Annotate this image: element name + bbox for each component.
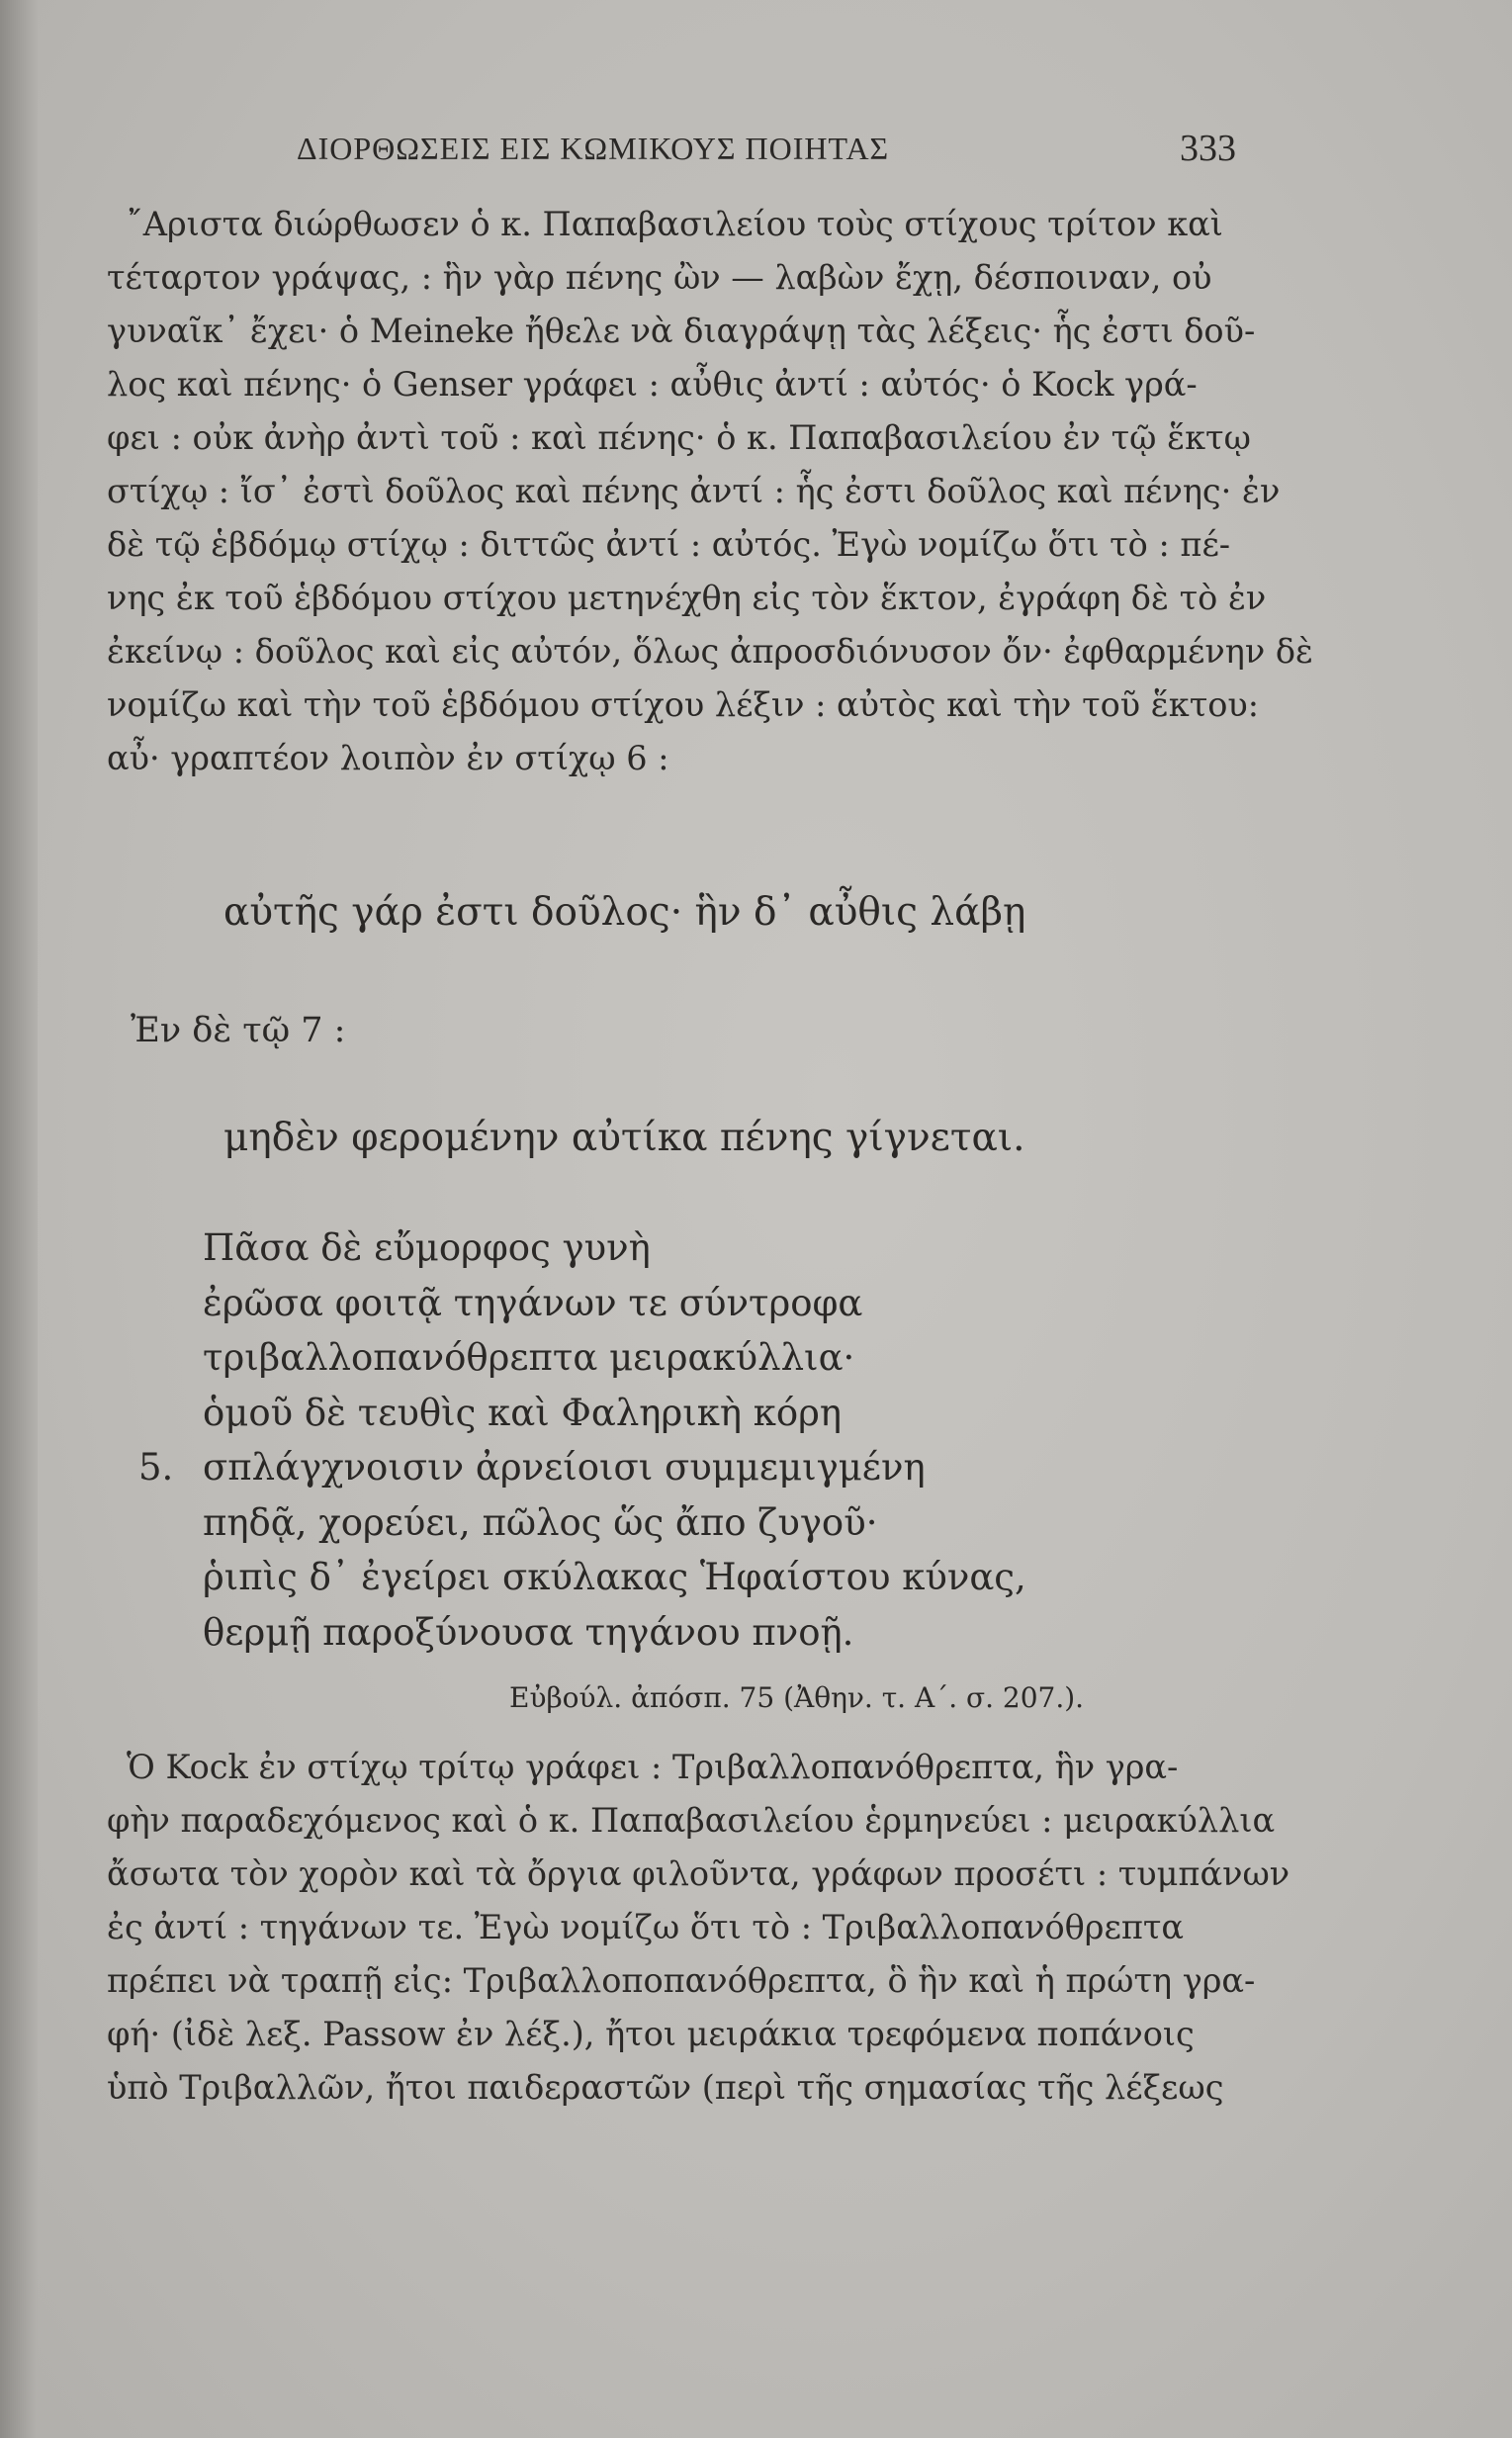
quote-line-text: θερμῇ παροξύνουσα τηγάνου πνοῇ. [203,1610,854,1654]
paragraph-2 [107,1741,1290,2115]
quote-source-citation: Εὐβούλ. ἀπόσπ. 75 (Ἀθην. τ. Α΄. σ. 207.). [509,1681,1085,1714]
text-line: Ὁ Kock ἐν στίχῳ τρίτῳ γράφει : Τριβαλλοπανόθρεπτα, ἣν γρα- [127,1748,1179,1786]
text-line: νης ἐκ τοῦ ἑβδόμου στίχου μετηνέχθη εἰς τὸν ἕκτον, ἐγράφη δὲ τὸ ἐν [107,579,1267,617]
text-line: ἄσωτα τὸν χορὸν καὶ τὰ ὄργια φιλοῦντα, γράφων προσέτι : τυμπάνων [107,1854,1290,1893]
quote-line-text: ὁμοῦ δὲ τευθὶς καὶ Φαληρικὴ κόρη [203,1391,843,1434]
text-line: ῎Αριστα διώρθωσεν ὁ κ. Παπαβασιλείου τοὺς στίχους τρίτον καὶ [127,205,1223,243]
text-line: φει : οὐκ ἀνὴρ ἀντὶ τοῦ : καὶ πένης· ὁ κ. Παπαβασιλείου ἐν τῷ ἕκτῳ [107,418,1251,457]
text-line: στίχῳ : ἴσ᾽ ἐστὶ δοῦλος καὶ πένης ἀντί : ἧς ἐστι δοῦλος καὶ πένης· ἐν [107,472,1281,510]
text-line: νομίζω καὶ τὴν τοῦ ἑβδόμου στίχου λέξιν : αὐτὸς καὶ τὴν τοῦ ἕκτου: [107,685,1260,724]
paragraph-1 [107,198,1313,785]
text-line: αὖ· γραπτέον λοιπὸν ἐν στίχῳ 6 : [107,739,669,777]
text-line: τέταρτον γράψας, : ἣν γὰρ πένης ὢν — λαβὼν ἔχῃ, δέσποιναν, οὐ [107,258,1212,297]
text-line: ἐκείνῳ : δοῦλος καὶ εἰς αὐτόν, ὅλως ἀπροσδιόνυσον ὄν· ἐφθαρμένην δὲ [107,632,1314,671]
text-line: φή· (ἰδὲ λεξ. Passow ἐν λέξ.), ἤτοι μειράκια τρεφόμενα ποπάνοις [107,2015,1195,2053]
quote-line-text: τριβαλλοπανόθρεπτα μειρακύλλια· [203,1336,855,1379]
page-number: 333 [1180,128,1236,169]
verse-line-2: μηδὲν φερομένην αὐτίκα πένης γίγνεται. [223,1116,1025,1160]
text-line: πρέπει νὰ τραπῇ εἰς: Τριβαλλοποπανόθρεπτα, ὃ ἣν καὶ ἡ πρώτη γρα- [107,1961,1256,2000]
running-head: ΔΙΟΡΘΩΣΕΙΣ ΕΙΣ ΚΩΜΙΚΟΥΣ ΠΟΙΗΤΑΣ [297,131,890,166]
quote-line-text: ῥιπὶς δ᾽ ἐγείρει σκύλακας Ἡφαίστου κύνας, [203,1556,1026,1598]
quote-line-text: πηδᾷ, χορεύει, πῶλος ὥς ἄπο ζυγοῦ· [203,1500,878,1544]
text-line: φὴν παραδεχόμενος καὶ ὁ κ. Παπαβασιλείου ἑρμηνεύει : μειρακύλλια [107,1801,1276,1840]
text-line: δὲ τῷ ἑβδόμῳ στίχῳ : διττῶς ἀντί : αὐτός. Ἐγὼ νομίζω ὅτι τὸ : πέ- [107,525,1231,564]
book-spine-shadow [0,0,38,2438]
quote-line-text: ἐρῶσα φοιτᾷ τηγάνων τε σύντροφα [203,1281,863,1324]
text-line: ὑπὸ Τριβαλλῶν, ἤτοι παιδεραστῶν (περὶ τῆς σημασίας τῆς λέξεως [107,2068,1224,2107]
quote-line-text: Πᾶσα δὲ εὔμορφος γυνὴ [203,1226,651,1269]
page-header [297,127,1236,170]
verse-line-1: αὐτῆς γάρ ἐστι δοῦλος· ἣν δ᾽ αὖθις λάβῃ [223,890,1026,935]
text-line: ἐς ἀντί : τηγάνων τε. Ἐγὼ νομίζω ὅτι τὸ : Τριβαλλοπανόθρεπτα [107,1908,1185,1946]
line-number: 5. [138,1446,174,1489]
text-line: γυναῖκ᾽ ἔχει· ὁ Meineke ἤθελε νὰ διαγράψῃ τὰς λέξεις· ἧς ἐστι δοῦ- [107,312,1256,350]
text-line: λος καὶ πένης· ὁ Genser γράφει : αὖθις ἀντί : αὐτός· ὁ Kock γρά- [107,365,1198,404]
verse-intro: Ἐν δὲ τῷ 7 : [131,1011,346,1050]
quote-line-text: σπλάγχνοισιν ἀρνείοισι συμμεμιγμένη [203,1446,926,1489]
